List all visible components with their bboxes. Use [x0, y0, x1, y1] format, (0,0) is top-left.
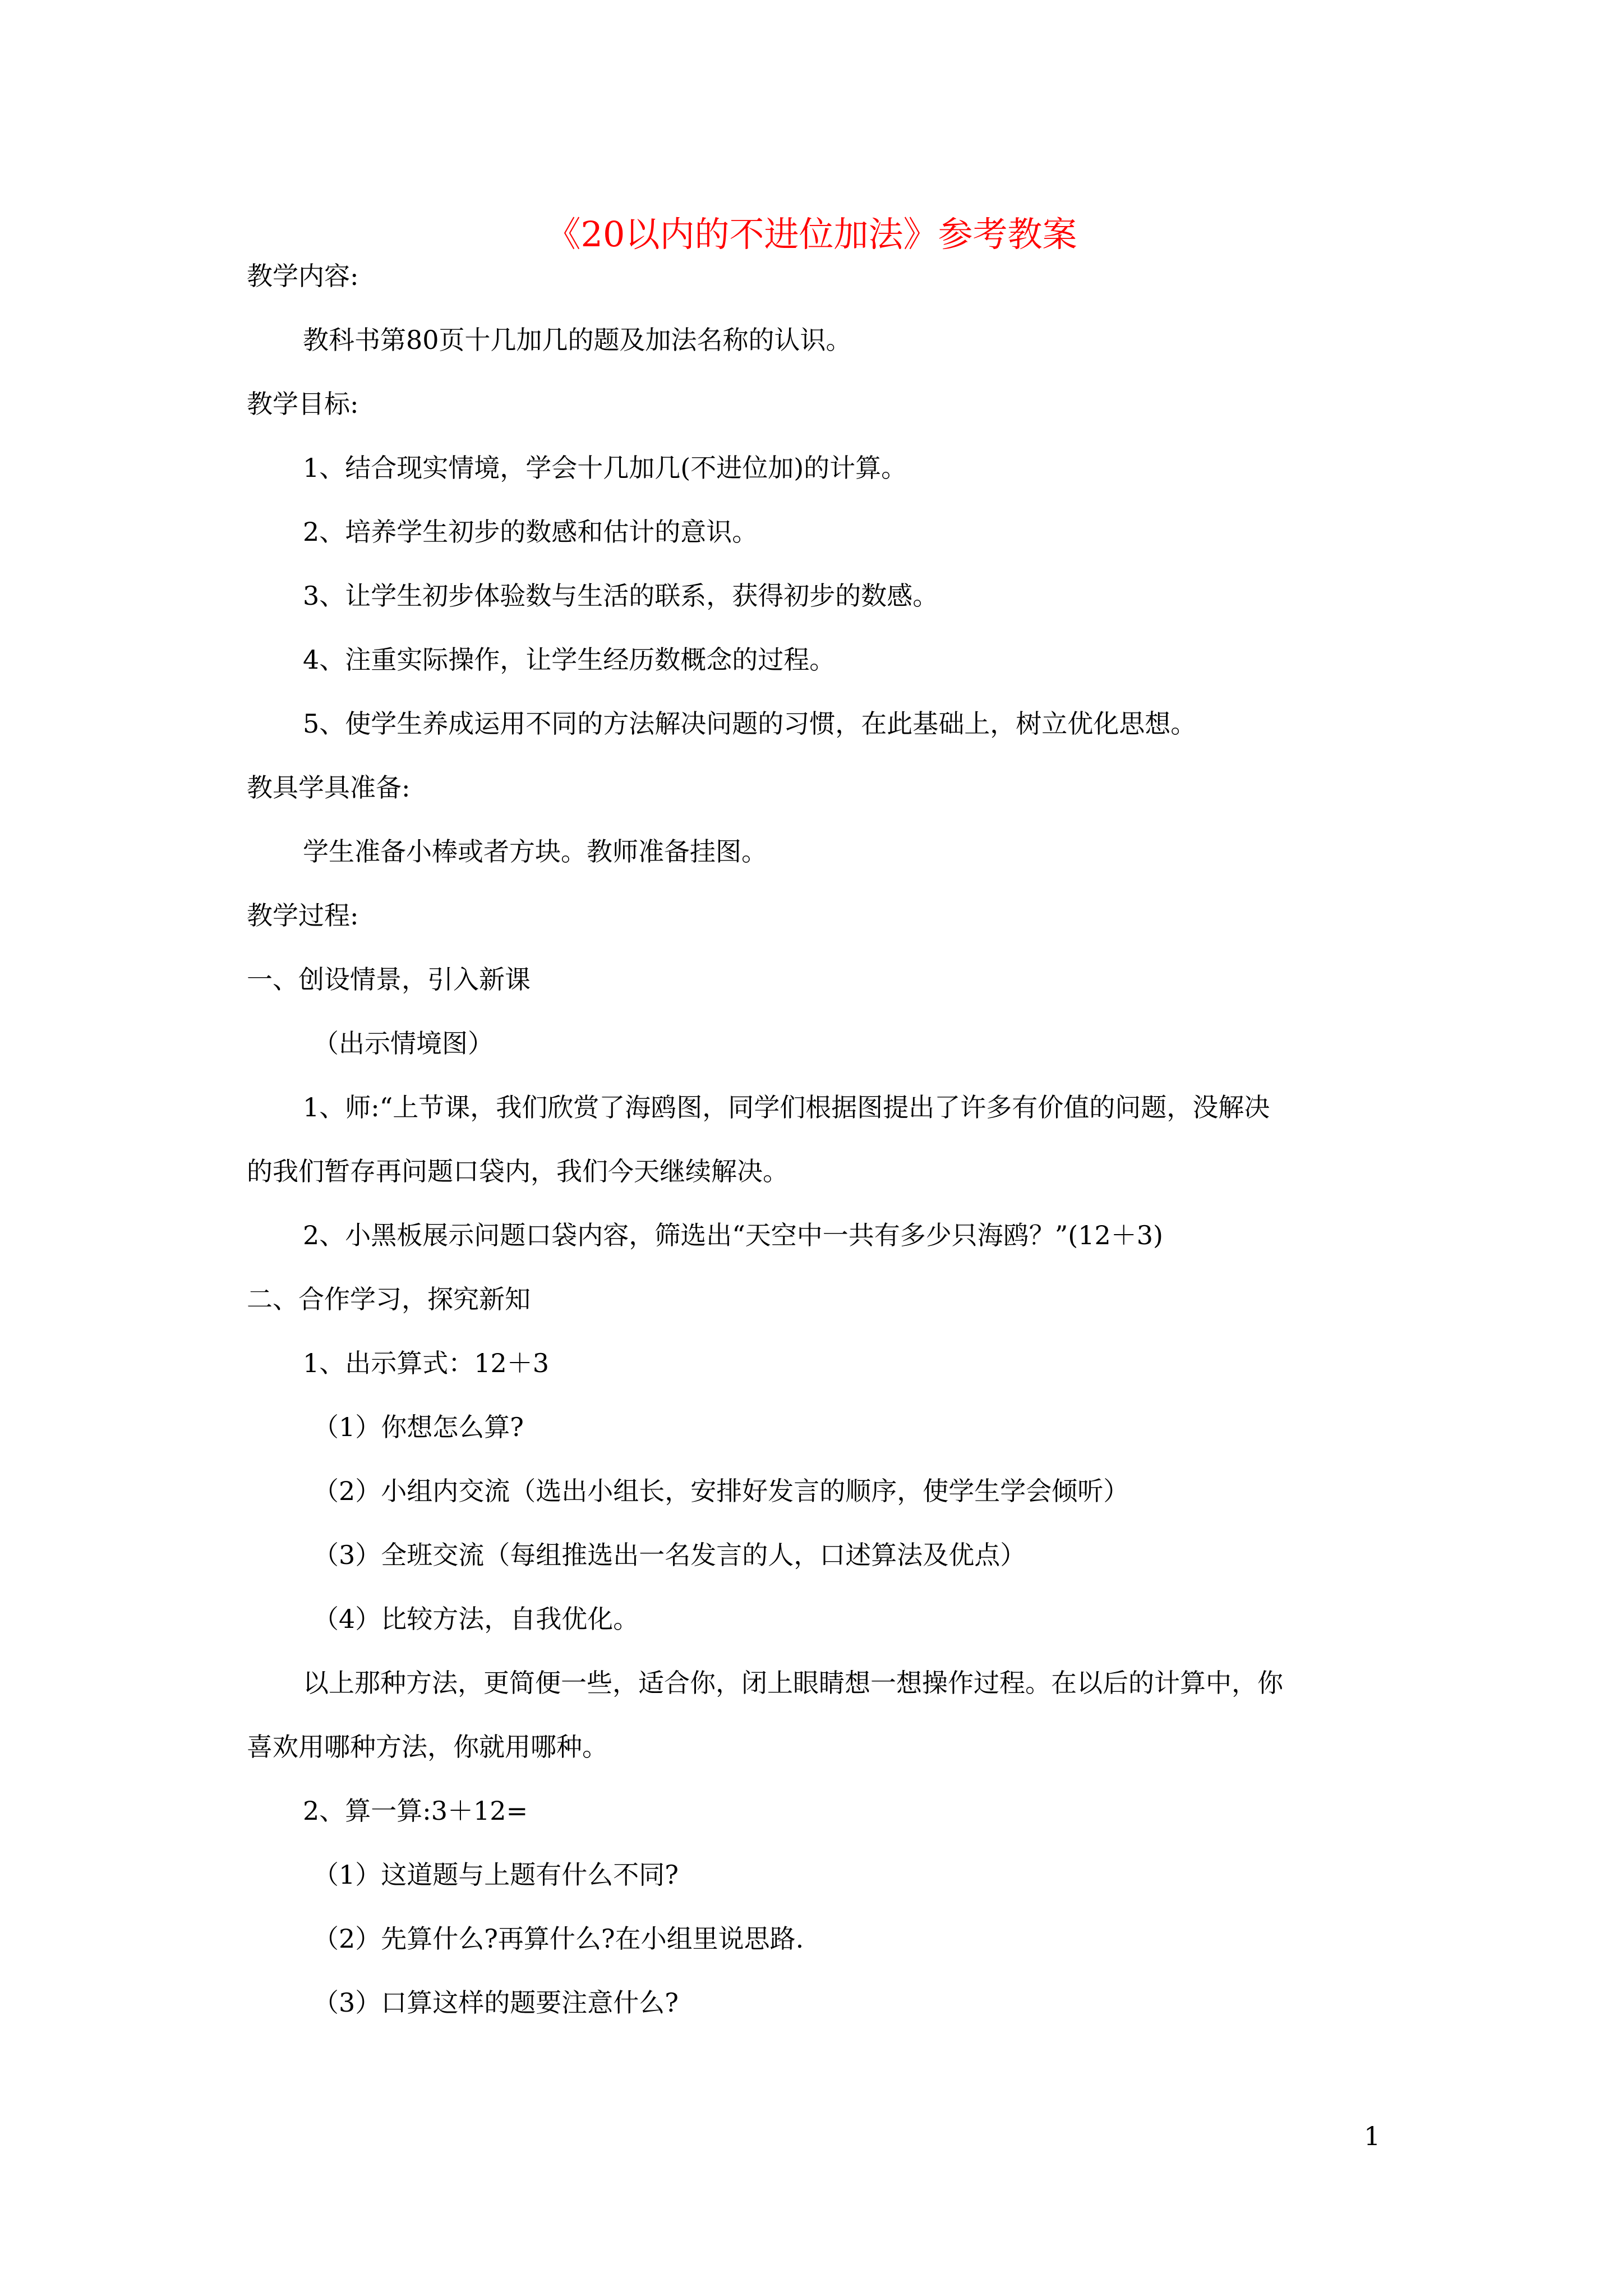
paragraph-line: 以上那种方法，更简便一些，适合你，闭上眼睛想一想操作过程。在以后的计算中，你: [303, 1668, 1283, 1698]
paragraph-line: 1、出示算式：12＋3: [303, 1348, 550, 1378]
paragraph-line: 2、算一算:3＋12=: [303, 1796, 528, 1826]
list-item: （2）小组内交流（选出小组长，安排好发言的顺序，使学生学会倾听）: [313, 1476, 1129, 1506]
paragraph-line: 的我们暂存再问题口袋内，我们今天继续解决。: [247, 1156, 789, 1186]
list-item: 1、结合现实情境，学会十几加几(不进位加)的计算。: [303, 453, 907, 483]
list-item: （3）口算这样的题要注意什么?: [313, 1987, 679, 2018]
paragraph-line: 2、小黑板展示问题口袋内容，筛选出“天空中一共有多少只海鸥？”(12＋3): [303, 1220, 1163, 1250]
paragraph-line: 教科书第80页十几加几的题及加法名称的认识。: [303, 325, 852, 355]
paragraph-line: 1、师:“上节课，我们欣赏了海鸥图，同学们根据图提出了许多有价值的问题，没解决: [303, 1092, 1270, 1122]
section-heading: 一、创设情景，引入新课: [247, 964, 531, 995]
list-item: （1）这道题与上题有什么不同?: [313, 1860, 679, 1890]
heading-teaching-aids: 教具学具准备:: [247, 772, 411, 803]
list-item: （1）你想怎么算?: [313, 1412, 524, 1442]
heading-teaching-process: 教学过程:: [247, 900, 359, 931]
list-item: 4、注重实际操作，让学生经历数概念的过程。: [303, 645, 836, 675]
paragraph-line: 学生准备小棒或者方块。教师准备挂图。: [303, 836, 767, 867]
paragraph-line: 喜欢用哪种方法，你就用哪种。: [247, 1732, 608, 1762]
heading-teaching-content: 教学内容:: [247, 261, 359, 291]
document-title: 《20以内的不进位加法》参考教案: [546, 214, 1077, 255]
list-item: （4）比较方法，自我优化。: [313, 1604, 639, 1634]
list-item: 3、让学生初步体验数与生活的联系，获得初步的数感。: [303, 581, 939, 611]
list-item: （2）先算什么?再算什么?在小组里说思路.: [313, 1924, 804, 1954]
list-item: 2、培养学生初步的数感和估计的意识。: [303, 517, 758, 547]
paragraph-line: （出示情境图）: [313, 1028, 494, 1059]
section-heading: 二、合作学习，探究新知: [247, 1284, 531, 1314]
list-item: （3）全班交流（每组推选出一名发言的人，口述算法及优点）: [313, 1540, 1026, 1570]
page-number: 1: [1364, 2121, 1381, 2151]
heading-teaching-goals: 教学目标:: [247, 389, 359, 419]
list-item: 5、使学生养成运用不同的方法解决问题的习惯，在此基础上，树立优化思想。: [303, 708, 1197, 739]
